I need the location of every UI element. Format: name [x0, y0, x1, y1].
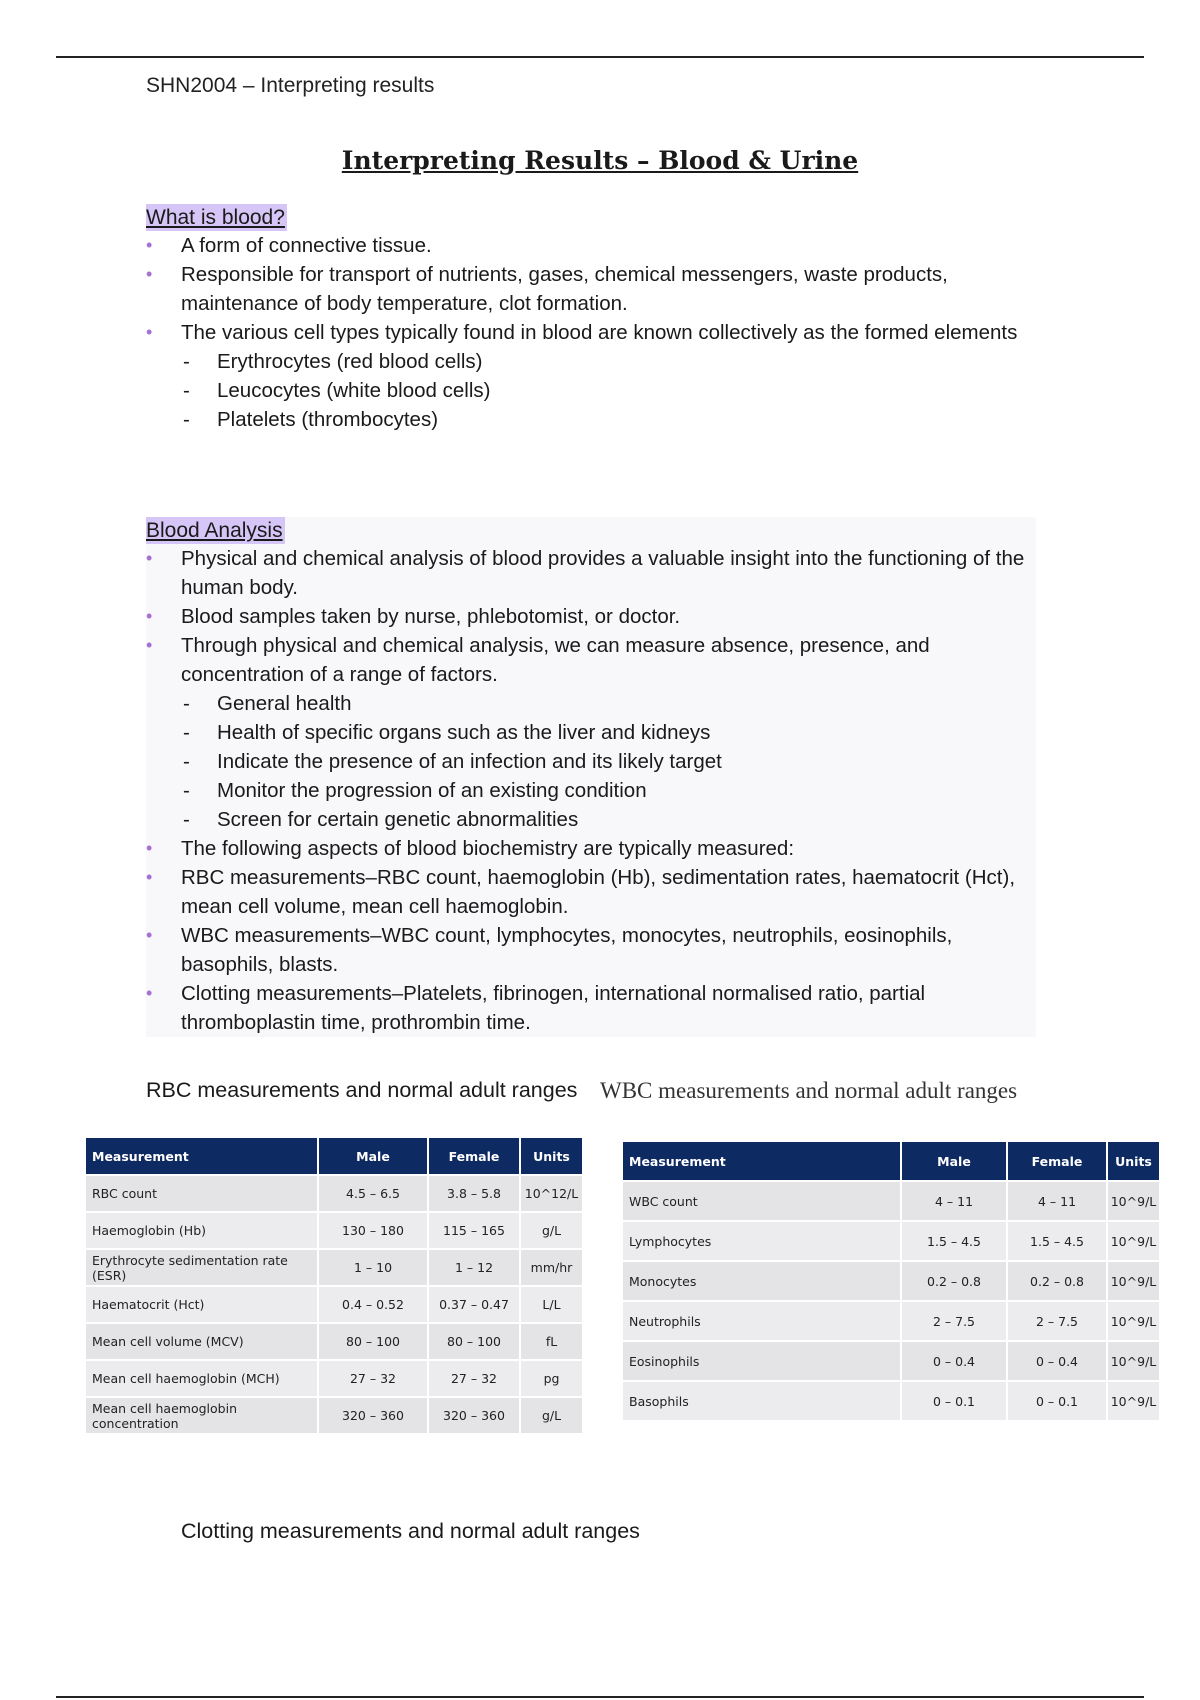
table-row — [623, 1381, 1160, 1420]
list-item: - Leucocytes (white blood cells) — [146, 376, 1046, 405]
table-cell: L/L — [520, 1286, 583, 1323]
column-header: Units — [1107, 1142, 1160, 1181]
table-header-row — [86, 1138, 583, 1175]
table-cell: g/L — [520, 1397, 583, 1433]
document-header: SHN2004 – Interpreting results — [146, 74, 435, 97]
table-cell: 1 – 10 — [318, 1249, 428, 1286]
table-cell: 0 – 0.1 — [901, 1381, 1007, 1420]
table-cell: 10^9/L — [1107, 1261, 1160, 1301]
wbc-table-caption: WBC measurements and normal adult ranges — [600, 1078, 1018, 1103]
table-cell: 10^9/L — [1107, 1381, 1160, 1420]
section-what-is-blood — [146, 204, 1046, 434]
list-item: • A form of connective tissue. — [146, 231, 1046, 260]
table-cell: Haematocrit (Hct) — [86, 1286, 318, 1323]
table-row — [86, 1212, 583, 1249]
analysis-bullets — [146, 544, 1036, 689]
table-row — [86, 1323, 583, 1360]
list-item: - Erythrocytes (red blood cells) — [146, 347, 1046, 376]
table-row — [86, 1397, 583, 1433]
table-cell: WBC count — [623, 1181, 901, 1221]
analysis-bullets-2 — [146, 834, 1036, 1037]
blood-bullets — [146, 231, 1046, 347]
bottom-rule — [56, 1696, 1144, 1698]
list-item: • Blood samples taken by nurse, phlebotomist, or doctor. — [146, 602, 1036, 631]
table-cell: Mean cell volume (MCV) — [86, 1323, 318, 1360]
list-item: • Physical and chemical analysis of blood provides a valuable insight into the functioning of the human body. — [146, 544, 1036, 602]
table-row — [623, 1341, 1160, 1381]
table-cell: 130 – 180 — [318, 1212, 428, 1249]
table-row — [86, 1249, 583, 1286]
table-cell: 320 – 360 — [428, 1397, 520, 1433]
list-item: - Monitor the progression of an existing condition — [146, 776, 1036, 805]
column-header: Male — [318, 1138, 428, 1175]
table-cell: 2 – 7.5 — [1007, 1301, 1107, 1341]
table-cell: 80 – 100 — [428, 1323, 520, 1360]
table-cell: 10^12/L — [520, 1175, 583, 1212]
table-cell: Mean cell haemoglobin concentration — [86, 1397, 318, 1433]
table-cell: Lymphocytes — [623, 1221, 901, 1261]
table-cell: 1 – 12 — [428, 1249, 520, 1286]
section-blood-analysis — [146, 517, 1036, 1037]
table-row — [86, 1286, 583, 1323]
table-row — [623, 1261, 1160, 1301]
table-cell: g/L — [520, 1212, 583, 1249]
rbc-table-caption: RBC measurements and normal adult ranges — [146, 1078, 578, 1102]
table-cell: 1.5 – 4.5 — [901, 1221, 1007, 1261]
table-cell: pg — [520, 1360, 583, 1397]
heading-blood-analysis: Blood Analysis — [146, 519, 283, 542]
table-cell: 27 – 32 — [318, 1360, 428, 1397]
table-cell: mm/hr — [520, 1249, 583, 1286]
table-row — [623, 1301, 1160, 1341]
column-header: Female — [1007, 1142, 1107, 1181]
table-cell: 10^9/L — [1107, 1301, 1160, 1341]
table-cell: Monocytes — [623, 1261, 901, 1301]
table-cell: 2 – 7.5 — [901, 1301, 1007, 1341]
list-item: • WBC measurements–WBC count, lymphocytes, monocytes, neutrophils, eosinophils, basophils, blasts. — [146, 921, 1036, 979]
table-cell: 0 – 0.4 — [901, 1341, 1007, 1381]
list-item: • Through physical and chemical analysis, we can measure absence, presence, and concentration of a range of factors. — [146, 631, 1036, 689]
list-item: - Platelets (thrombocytes) — [146, 405, 1046, 434]
table-cell: 0.37 – 0.47 — [428, 1286, 520, 1323]
column-header: Female — [428, 1138, 520, 1175]
list-item: • The following aspects of blood biochemistry are typically measured: — [146, 834, 1036, 863]
list-item: - Screen for certain genetic abnormalities — [146, 805, 1036, 834]
table-row — [623, 1221, 1160, 1261]
table-cell: 0.2 – 0.8 — [901, 1261, 1007, 1301]
table-cell: 3.8 – 5.8 — [428, 1175, 520, 1212]
table-cell: 10^9/L — [1107, 1181, 1160, 1221]
table-cell: Erythrocyte sedimentation rate (ESR) — [86, 1249, 318, 1286]
column-header: Measurement — [86, 1138, 318, 1175]
table-header-row — [623, 1142, 1160, 1181]
table-cell: 27 – 32 — [428, 1360, 520, 1397]
table-cell: RBC count — [86, 1175, 318, 1212]
table-row — [86, 1175, 583, 1212]
clotting-table-caption: Clotting measurements and normal adult ranges — [181, 1519, 640, 1543]
table-cell: 10^9/L — [1107, 1341, 1160, 1381]
table-cell: 4 – 11 — [901, 1181, 1007, 1221]
table-cell: fL — [520, 1323, 583, 1360]
list-item: • Responsible for transport of nutrients, gases, chemical messengers, waste products, maintenance of body temperature, clot formation. — [146, 260, 1046, 318]
table-cell: 115 – 165 — [428, 1212, 520, 1249]
table-cell: Eosinophils — [623, 1341, 901, 1381]
table-cell: 4 – 11 — [1007, 1181, 1107, 1221]
table-cell: Basophils — [623, 1381, 901, 1420]
table-cell: 0.2 – 0.8 — [1007, 1261, 1107, 1301]
list-item: • The various cell types typically found in blood are known collectively as the formed elements — [146, 318, 1046, 347]
column-header: Measurement — [623, 1142, 901, 1181]
page-title: Interpreting Results – Blood & Urine — [341, 146, 859, 175]
table-cell: 0 – 0.1 — [1007, 1381, 1107, 1420]
column-header: Units — [520, 1138, 583, 1175]
top-rule — [56, 56, 1144, 58]
list-item: - Indicate the presence of an infection and its likely target — [146, 747, 1036, 776]
table-cell: Mean cell haemoglobin (MCH) — [86, 1360, 318, 1397]
heading-what-is-blood: What is blood? — [146, 206, 285, 229]
table-cell: Haemoglobin (Hb) — [86, 1212, 318, 1249]
table-cell: 0.4 – 0.52 — [318, 1286, 428, 1323]
blood-sub-list — [146, 347, 1046, 434]
list-item: - Health of specific organs such as the liver and kidneys — [146, 718, 1036, 747]
table-row — [623, 1181, 1160, 1221]
list-item: - General health — [146, 689, 1036, 718]
table-row — [86, 1360, 583, 1397]
table-cell: 1.5 – 4.5 — [1007, 1221, 1107, 1261]
table-cell: 4.5 – 6.5 — [318, 1175, 428, 1212]
analysis-sub-list — [146, 689, 1036, 834]
wbc-ranges-table — [623, 1142, 1161, 1420]
table-cell: 0 – 0.4 — [1007, 1341, 1107, 1381]
list-item: • RBC measurements–RBC count, haemoglobin (Hb), sedimentation rates, haematocrit (Hct), mean cell volume, mean cell haemoglobin. — [146, 863, 1036, 921]
list-item: • Clotting measurements–Platelets, fibrinogen, international normalised ratio, partial thromboplastin time, prothrombin time. — [146, 979, 1036, 1037]
table-cell: 10^9/L — [1107, 1221, 1160, 1261]
rbc-ranges-table — [86, 1138, 584, 1433]
table-cell: 80 – 100 — [318, 1323, 428, 1360]
column-header: Male — [901, 1142, 1007, 1181]
table-cell: 320 – 360 — [318, 1397, 428, 1433]
table-cell: Neutrophils — [623, 1301, 901, 1341]
